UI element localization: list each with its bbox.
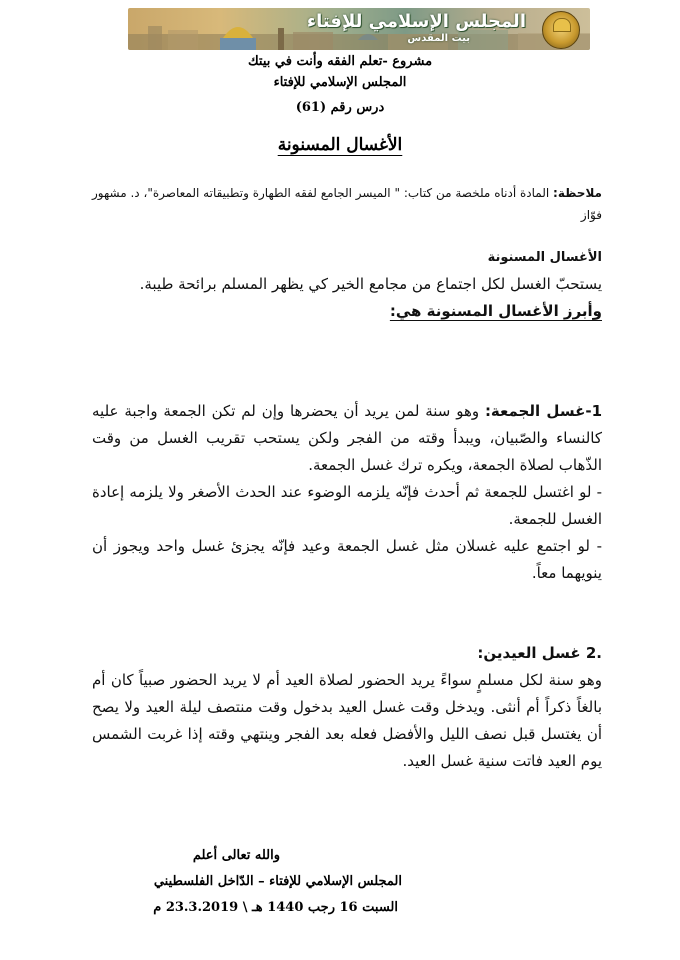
section1-point2: - لو اجتمع عليه غسلان مثل غسل الجمعة وعيد فإنّه يجزئ غسل واحد ويجوز أن ينويهما معاً.	[92, 537, 602, 582]
list-heading: وأبرز الأغسال المسنونة هي:	[389, 302, 602, 320]
closing-line: والله تعالى أعلم	[192, 848, 280, 863]
intro-section	[92, 244, 602, 325]
banner-title: المجلس الإسلامي للإفتاء	[306, 11, 526, 32]
page-title	[0, 135, 680, 155]
section-eid-ghusl	[92, 640, 602, 775]
banner-subtitle: بيت المقدس	[407, 33, 470, 44]
intro-heading: الأغسال المسنونة	[487, 250, 602, 265]
source-note	[92, 182, 602, 226]
section1-point1: - لو اغتسل للجمعة ثم أحدث فإنّه يلزمه الوضوء عند الحدث الأصغر ولا يلزمه إعادة الغسل للجمعة.	[92, 483, 602, 528]
header-banner	[128, 8, 590, 50]
footer-council: المجلس الإسلامي للإفتاء – الدّاخل الفلسطيني	[153, 874, 402, 889]
intro-paragraph: يستحبّ الغسل لكل اجتماع من مجامع الخير كي يظهر المسلم برائحة طيبة.	[139, 275, 602, 293]
note-label: ملاحظة:	[553, 186, 602, 200]
section1-label: 1-غسل الجمعة:	[484, 402, 602, 420]
note-text: المادة أدناه ملخصة من كتاب: " الميسر الجامع لفقه الطهارة وتطبيقاته المعاصرة"، د. مشهور فوّاز	[92, 186, 602, 222]
section1-body: وهو سنة لمن يريد أن يحضرها وإن لم تكن الجمعة واجبة عليه كالنساء والصّبيان، ويبدأ وقته من الفجر ولكن يستحب تقريب الغسل من وقت الذّهاب لصلاة الجمعة، ويكره ترك غسل الجمعة.	[92, 402, 602, 474]
lesson-number: درس رقم (61)	[295, 100, 385, 115]
section-friday-ghusl	[92, 398, 602, 587]
section2-body: وهو سنة لكل مسلمٍ سواءً يريد الحضور لصلاة العيد أم لا يريد الحضور صبياً كان أم بالغاً ذكراً أم أنثى. ويدخل وقت غسل العيد بدخول وقت منتصف ليلة العيد ولا يصح أن يغتسل قبل نصف الليل والأفضل فعله بعد الفجر وينتهي وقته إذا غربت الشمس يوم العيد فاتت سنية غسل العيد.	[92, 671, 602, 770]
section1-body-block	[92, 398, 602, 479]
section2-label: .2 غسل العيدين:	[477, 644, 602, 662]
council-logo-icon	[542, 11, 580, 49]
page-title-text: الأغسال المسنونة	[277, 135, 403, 155]
project-line: مشروع -تعلم الفقه وأنت في بيتك	[247, 54, 433, 69]
council-line: المجلس الإسلامي للإفتاء	[273, 75, 407, 90]
footer-date: السبت 16 رجب 1440 هـ \ 23.3.2019 م	[153, 900, 398, 915]
